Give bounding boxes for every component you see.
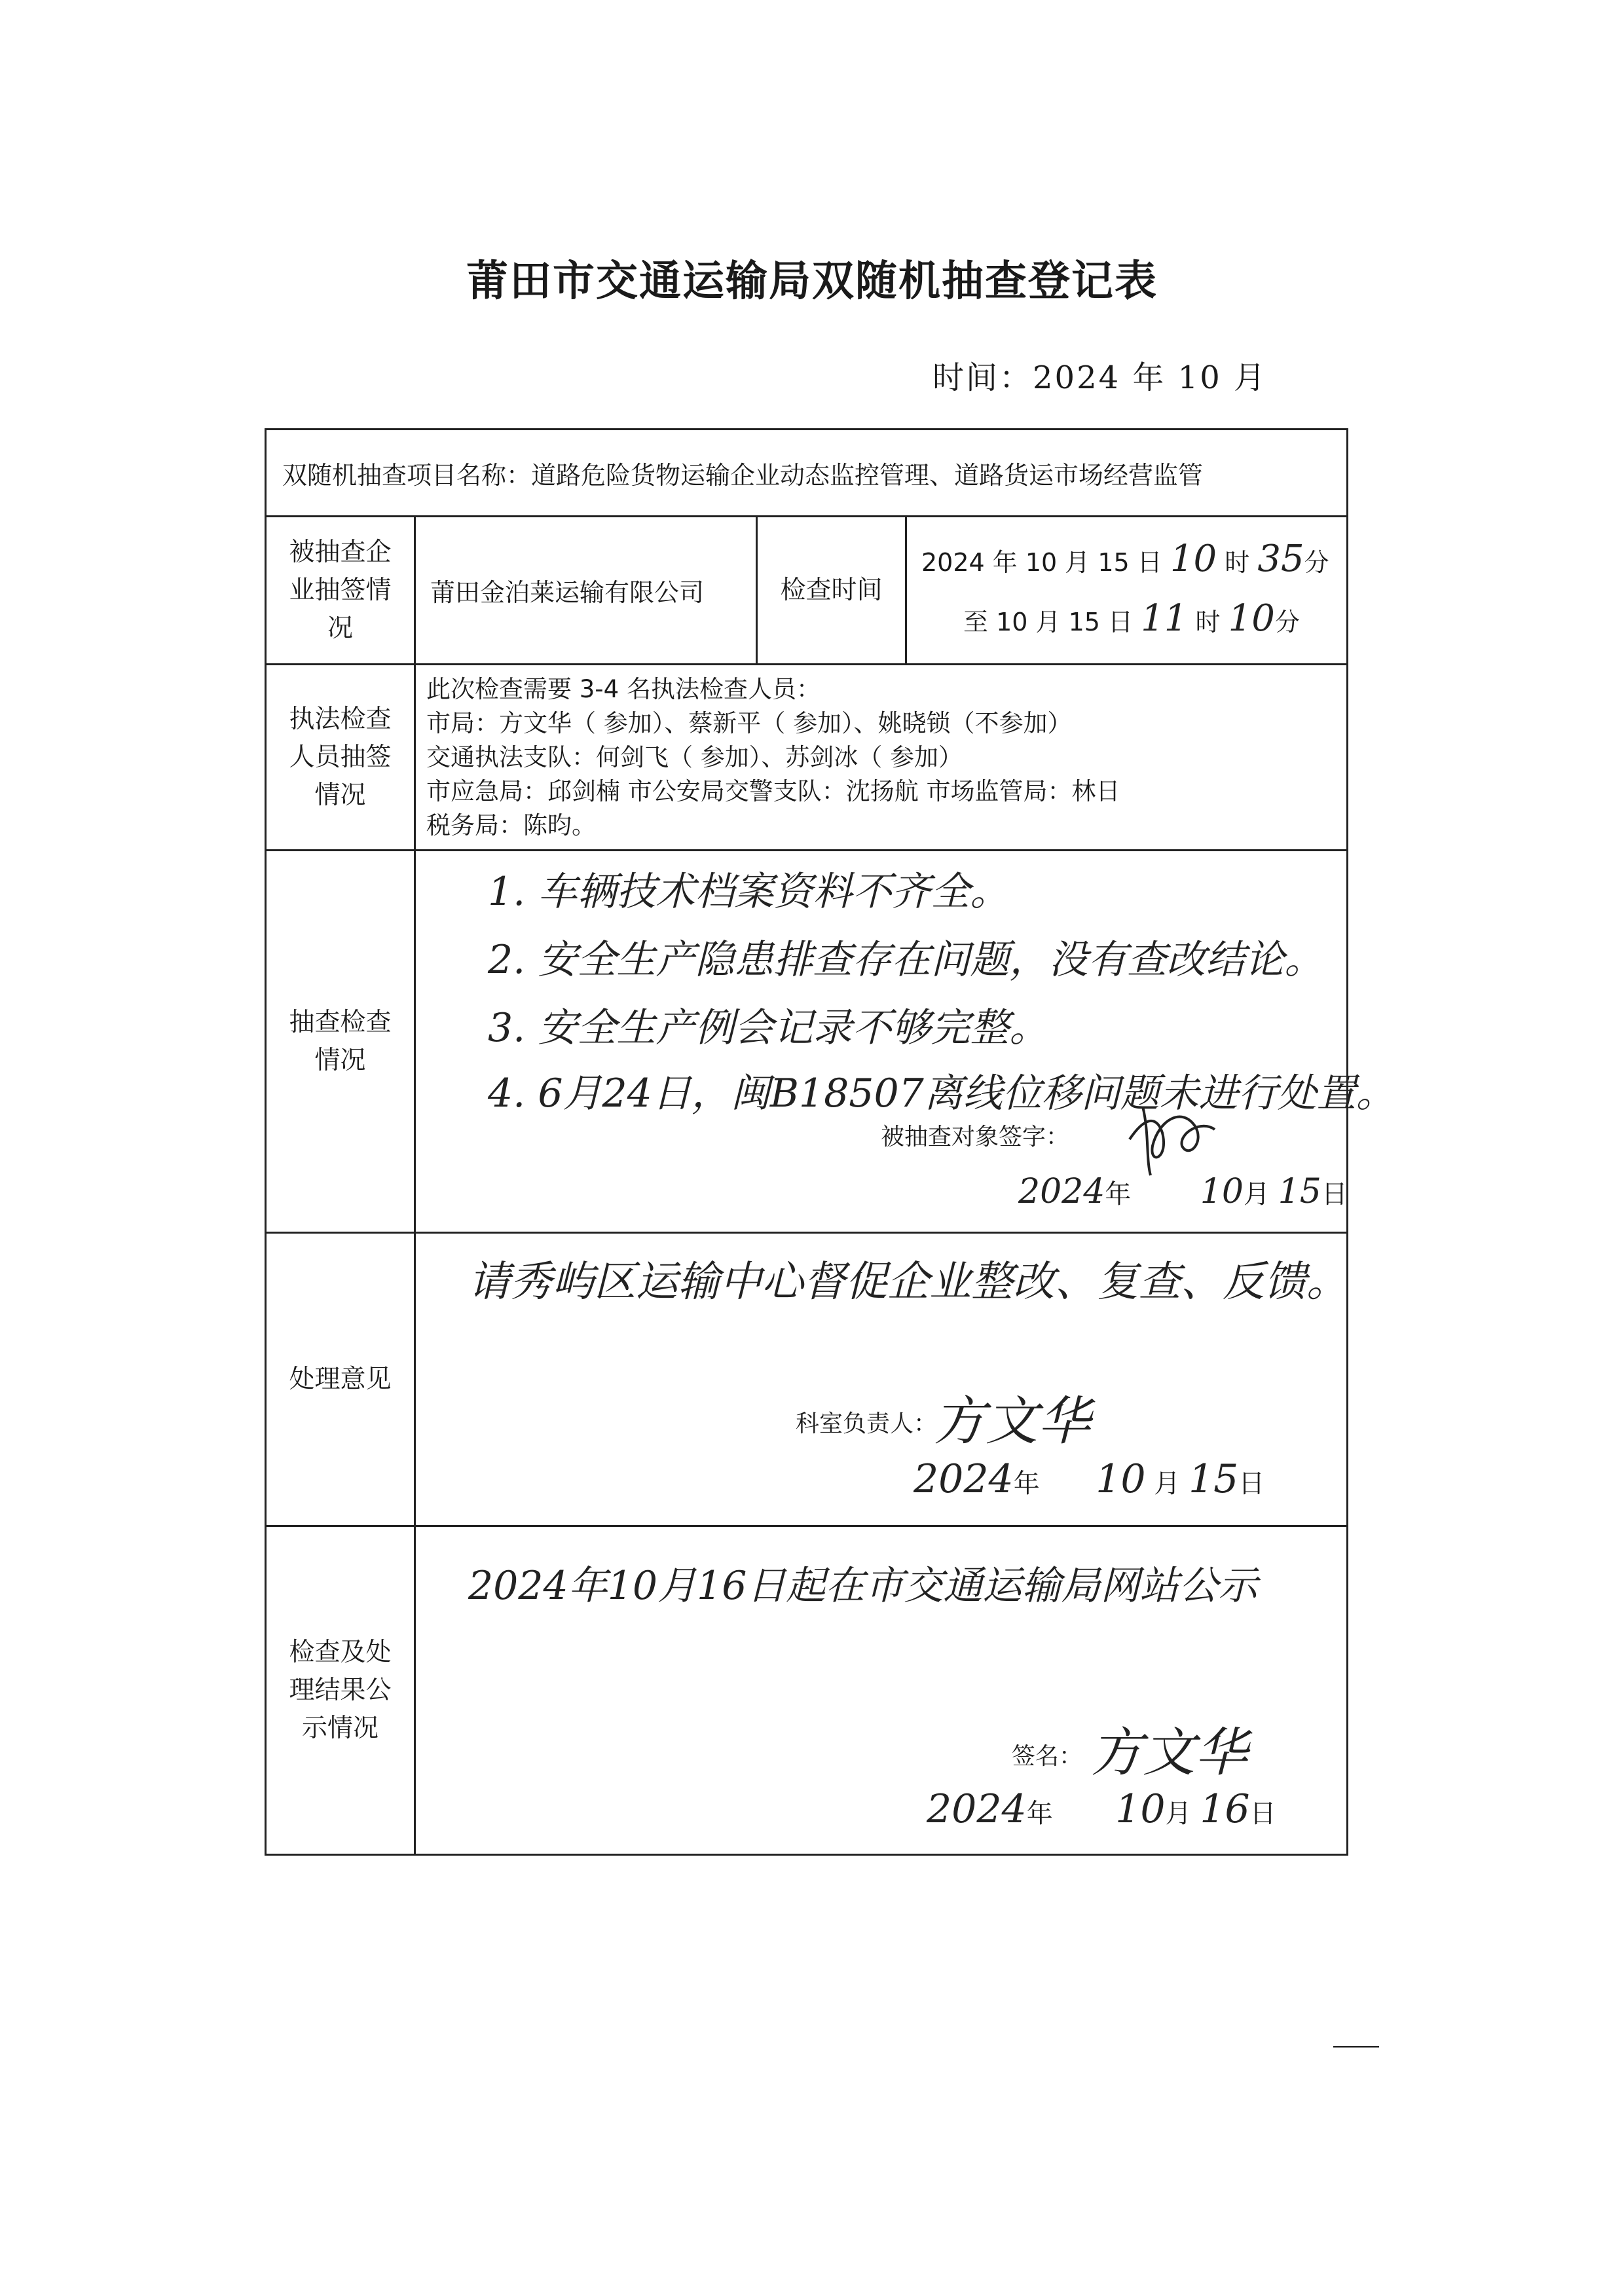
handling-opinion: 请秀屿区运输中心督促企业整改、复查、反馈。 xyxy=(468,1258,1348,1306)
handling-date-month: 10 xyxy=(1096,1456,1146,1502)
check-time-label: 检查时间 xyxy=(757,517,906,665)
inspection-item: 3. 安全生产例会记录不够完整。 xyxy=(488,1005,1049,1051)
project-label: 双随机抽查项目名称： xyxy=(282,460,532,490)
inspection-date: 2024年 10月 15日 xyxy=(1018,1172,1348,1211)
publicity-label: 检查及处理结果公示情况 xyxy=(266,1526,415,1855)
staff-line: 税务局：陈昀。 xyxy=(426,811,596,839)
project-value: 道路危险货物运输企业动态监控管理、道路货运市场经营监管 xyxy=(531,460,1204,490)
publicity-signer-label: 签名： xyxy=(1012,1743,1083,1770)
inspection-date-month: 10 xyxy=(1200,1172,1244,1211)
company-label: 被抽查企业抽签情况 xyxy=(266,517,415,665)
handling-signature: 方文华 xyxy=(933,1391,1090,1452)
inspection-form-table xyxy=(265,428,1395,1856)
inspection-label: 抽查检查情况 xyxy=(266,851,415,1233)
publicity-date-month: 10 xyxy=(1115,1786,1166,1832)
handling-label: 处理意见 xyxy=(266,1233,415,1526)
publicity-signature: 方文华 xyxy=(1090,1722,1247,1783)
handling-date-day: 15 xyxy=(1188,1456,1239,1502)
check-time-start: 2024 年 10 月 15 日 10 时 35分 xyxy=(921,537,1329,580)
staff-line: 市局：方文华（ 参加）、蔡新平（ 参加）、姚晓锁（不参加） xyxy=(426,708,1072,737)
project-row xyxy=(266,430,1348,517)
start-minute: 35 xyxy=(1257,537,1304,580)
publicity-row xyxy=(266,1526,1348,1855)
staff-line: 此次检查需要 3-4 名执法检查人员： xyxy=(426,674,821,703)
handling-date-year: 2024 xyxy=(913,1456,1014,1502)
company-row xyxy=(266,517,1348,665)
check-time-end: 至 10 月 15 日 11 时 10分 xyxy=(963,597,1300,640)
handling-cell xyxy=(415,1233,1348,1526)
end-hour: 11 xyxy=(1141,597,1188,640)
handling-date: 2024年 10 月 15日 xyxy=(913,1456,1265,1502)
page-title: 莆田市交通运输局双随机抽查登记表 xyxy=(466,257,1158,306)
staff-line: 市应急局：邱剑楠 市公安局交警支队：沈扬航 市场监管局：林日 xyxy=(426,777,1120,805)
form-date: 时间：2024 年 10 月 xyxy=(932,359,1267,396)
publicity-date: 2024年 10月 16日 xyxy=(927,1786,1276,1832)
staff-row xyxy=(266,665,1348,851)
inspection-date-year: 2024 xyxy=(1018,1172,1105,1211)
inspection-cell xyxy=(415,851,1395,1233)
company-name: 莆田金泊莱运输有限公司 xyxy=(415,517,757,665)
project-cell xyxy=(266,430,1348,517)
inspection-item: 1. 车辆技术档案资料不齐全。 xyxy=(488,869,1010,915)
inspection-date-day: 15 xyxy=(1278,1172,1321,1211)
inspection-item: 4. 6月24日，闽B18507离线位移问题未进行处置。 xyxy=(488,1071,1395,1116)
staff-line: 交通执法支队：何剑飞（ 参加）、苏剑冰（ 参加） xyxy=(426,743,963,771)
staff-cell xyxy=(415,665,1348,851)
end-minute: 10 xyxy=(1228,597,1275,640)
publicity-date-day: 16 xyxy=(1200,1786,1250,1832)
scan-mark xyxy=(1333,2046,1379,2047)
start-hour: 10 xyxy=(1170,537,1217,580)
publicity-content: 2024年10月16日起在市交通运输局网站公示 xyxy=(468,1563,1258,1609)
inspected-signer-label: 被抽查对象签字： xyxy=(881,1124,1070,1150)
inspection-item: 2. 安全生产隐患排查存在问题，没有查改结论。 xyxy=(488,937,1324,983)
publicity-cell xyxy=(415,1526,1348,1855)
inspection-row xyxy=(266,851,1348,1233)
staff-label: 执法检查人员抽签情况 xyxy=(266,665,415,851)
handling-signer-label: 科室负责人： xyxy=(796,1410,938,1437)
handling-row xyxy=(266,1233,1348,1526)
publicity-date-year: 2024 xyxy=(927,1786,1027,1832)
check-time-cell xyxy=(906,517,1348,665)
inspected-signature xyxy=(1123,1093,1221,1179)
